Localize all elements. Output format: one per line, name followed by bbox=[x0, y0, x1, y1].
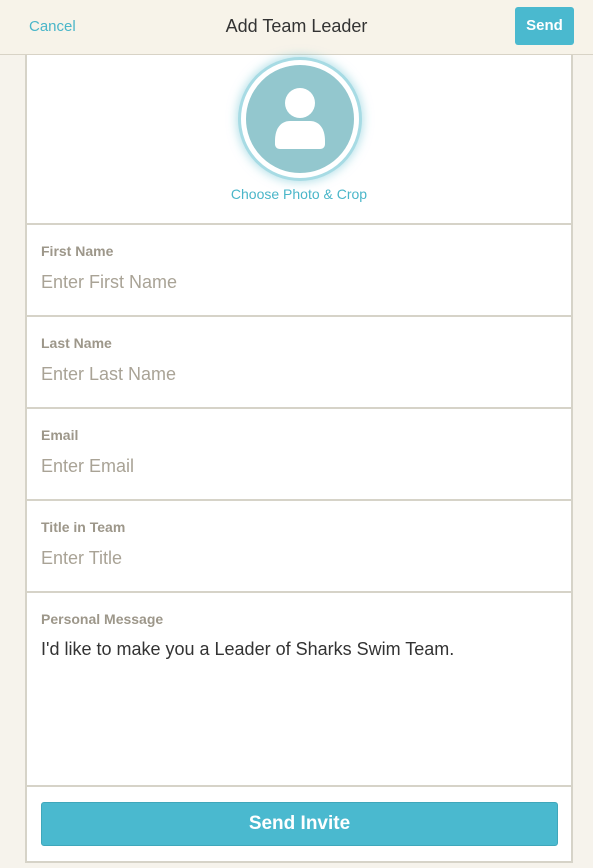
last-name-row bbox=[27, 317, 571, 409]
page-title: Add Team Leader bbox=[225, 16, 368, 36]
title-in-team-label: Title in Team bbox=[41, 519, 126, 535]
personal-message-label: Personal Message bbox=[41, 611, 164, 627]
last-name-label: Last Name bbox=[41, 335, 112, 351]
send-invite-button[interactable]: Send Invite bbox=[41, 802, 558, 846]
first-name-input[interactable] bbox=[41, 269, 551, 295]
form-card bbox=[25, 55, 573, 863]
top-bar bbox=[0, 0, 593, 55]
first-name-label: First Name bbox=[41, 243, 114, 259]
personal-message-row bbox=[27, 593, 571, 787]
send-button[interactable]: Send bbox=[515, 7, 574, 45]
email-input[interactable] bbox=[41, 453, 551, 479]
title-in-team-row bbox=[27, 501, 571, 593]
photo-section bbox=[27, 55, 571, 225]
email-label: Email bbox=[41, 427, 79, 443]
avatar[interactable] bbox=[241, 60, 359, 178]
email-row bbox=[27, 409, 571, 501]
first-name-row bbox=[27, 225, 571, 317]
title-in-team-input[interactable] bbox=[41, 545, 551, 571]
user-silhouette-icon bbox=[246, 65, 354, 173]
personal-message-input[interactable] bbox=[41, 637, 555, 772]
choose-photo-link[interactable]: Choose Photo & Crop bbox=[230, 186, 368, 202]
cancel-button[interactable]: Cancel bbox=[29, 18, 76, 35]
last-name-input[interactable] bbox=[41, 361, 551, 387]
